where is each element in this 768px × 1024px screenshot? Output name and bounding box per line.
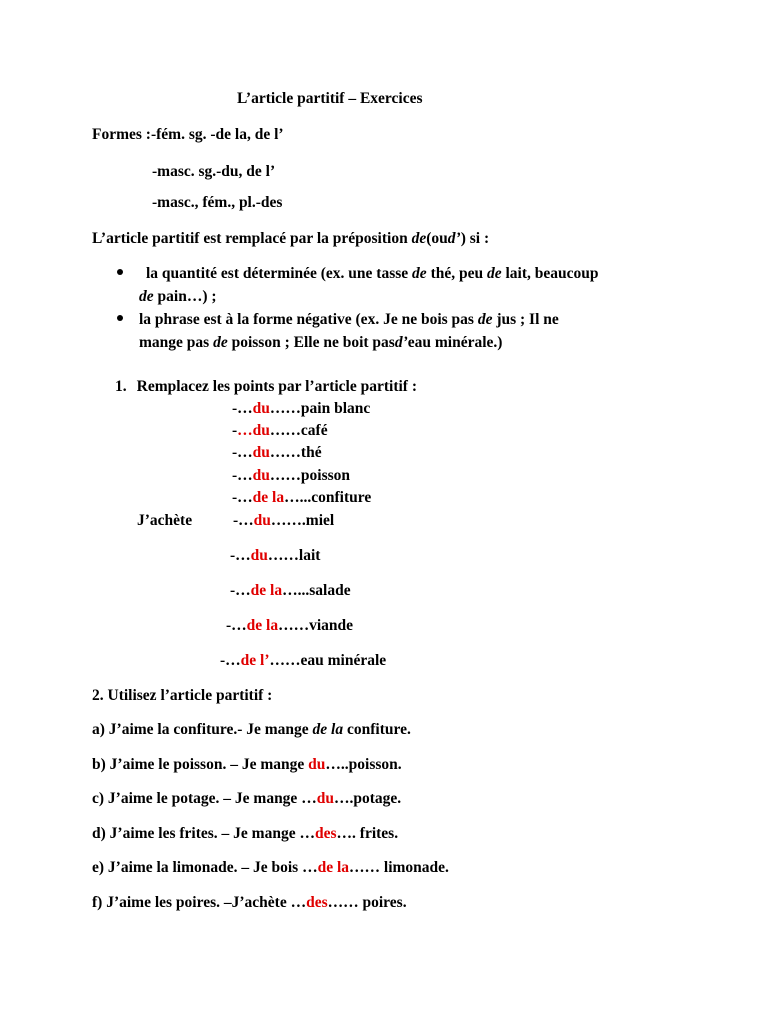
- de-word: de: [139, 288, 154, 305]
- bullet-text: la phrase est à la forme négative (ex. Je ne bois pas: [139, 311, 478, 328]
- exercise1-item: [226, 616, 353, 636]
- rule-text: (ou: [426, 230, 448, 247]
- answer-text: des: [306, 894, 328, 911]
- item-suffix: ……pain blanc: [269, 400, 371, 417]
- d-word: d’: [394, 334, 408, 351]
- exercise1-stem: J’achète: [137, 512, 193, 529]
- item-text: …..poisson.: [325, 756, 402, 773]
- item-text: f) J’aime les poires. –J’achète …: [92, 894, 307, 911]
- item-suffix: ……eau minérale: [269, 652, 387, 669]
- bullet-icon: [117, 315, 123, 321]
- item-prefix: -…: [230, 547, 251, 564]
- bullet-text: lait, beaucoup: [501, 265, 599, 282]
- exercise-instruction: Remplacez les points par l’article partitif :: [136, 378, 417, 395]
- item-text: d) J’aime les frites. – Je mange …: [92, 825, 315, 842]
- forms-item: -masc. sg.-du, de l’: [152, 163, 276, 180]
- item-prefix: -…: [220, 652, 241, 669]
- item-prefix: -…: [232, 467, 253, 484]
- exercise2-item: [92, 789, 401, 809]
- de-word: de: [213, 334, 228, 351]
- exercise1-heading: [115, 377, 417, 397]
- answer-text: du: [252, 444, 270, 461]
- bullet-text: mange pas: [139, 334, 214, 351]
- answer-text: de la: [317, 859, 350, 876]
- rule-bullet-1-cont: [139, 287, 217, 307]
- item-text: …. frites.: [336, 825, 399, 842]
- rule-bullet-2-cont: [139, 333, 502, 353]
- rule-statement: [92, 229, 489, 249]
- exercise2-item: [92, 824, 398, 844]
- answer-text: du: [308, 756, 326, 773]
- item-text: e) J’aime la limonade. – Je bois …: [92, 859, 318, 876]
- exercise1-item: [233, 511, 334, 531]
- item-prefix: -…: [226, 617, 247, 634]
- answer-text: de la: [312, 721, 344, 738]
- rule-d: d’: [447, 230, 461, 247]
- exercise1-item: [230, 581, 351, 601]
- answer-text: du: [250, 547, 268, 564]
- rule-bullet-2: [139, 310, 559, 330]
- exercise1-item: [232, 399, 370, 419]
- exercise-number: 1.: [115, 378, 127, 395]
- item-prefix: -…: [230, 582, 251, 599]
- exercise1-item: [220, 651, 386, 671]
- item-suffix: …...salade: [282, 582, 351, 599]
- exercise1-item: [230, 546, 320, 566]
- answer-text: du: [253, 512, 271, 529]
- item-text: b) J’aime le poisson. – Je mange: [92, 756, 309, 773]
- item-suffix: ……lait: [267, 547, 321, 564]
- item-prefix: -…: [232, 444, 253, 461]
- answer-text: des: [314, 825, 337, 842]
- forms-lead: Formes :: [92, 126, 151, 143]
- answer-text: de la: [246, 617, 279, 634]
- answer-text: du: [316, 790, 334, 807]
- rule-text: L’article partitif est remplacé par la préposition: [92, 230, 412, 247]
- item-prefix: -: [232, 422, 238, 439]
- item-suffix: ……viande: [278, 617, 354, 634]
- item-text: …… poires.: [327, 894, 407, 911]
- exercise1-item: [232, 421, 328, 441]
- bullet-text: pain…) ;: [153, 288, 217, 305]
- exercise1-item: [232, 488, 371, 508]
- item-text: …… limonade.: [349, 859, 449, 876]
- rule-text: ) si :: [460, 230, 490, 247]
- answer-text: de la: [250, 582, 283, 599]
- item-suffix: ……café: [269, 422, 328, 439]
- item-suffix: ……thé: [269, 444, 322, 461]
- exercise2-heading: 2. Utilisez l’article partitif :: [92, 687, 273, 704]
- item-text: confiture.: [343, 721, 411, 738]
- item-prefix: -…: [232, 489, 253, 506]
- item-text: ….potage.: [333, 790, 402, 807]
- exercise2-item: [92, 858, 449, 878]
- item-prefix: -…: [233, 512, 254, 529]
- de-word: de: [412, 265, 427, 282]
- item-suffix: …...confiture: [284, 489, 372, 506]
- exercise2-item: [92, 720, 411, 740]
- answer-text: de l’: [240, 652, 270, 669]
- exercise1-item: [232, 466, 350, 486]
- bullet-icon: [117, 269, 123, 275]
- item-suffix: ……poisson: [269, 467, 351, 484]
- de-word: de: [486, 265, 502, 282]
- rule-de: de: [411, 230, 427, 247]
- item-text: a) J’aime la confiture.- Je mange: [92, 721, 313, 738]
- forms-item: -masc., fém., pl.-des: [152, 194, 283, 211]
- item-text: c) J’aime le potage. – Je mange …: [92, 790, 317, 807]
- de-word: de: [477, 311, 493, 328]
- page-title: L’article partitif – Exercices: [237, 90, 423, 107]
- forms-row-1: [92, 125, 284, 145]
- bullet-text: la quantité est déterminée (ex. une tasse: [146, 265, 413, 282]
- forms-item: -fém. sg. -de la, de l’: [150, 126, 284, 143]
- answer-text: du: [252, 467, 270, 484]
- bullet-text: jus ; Il ne: [492, 311, 559, 328]
- answer-text: …du: [237, 422, 270, 439]
- answer-text: de la: [252, 489, 285, 506]
- rule-bullet-1: [146, 264, 599, 284]
- item-prefix: -…: [232, 400, 253, 417]
- bullet-text: eau minérale.): [407, 334, 503, 351]
- answer-text: du: [252, 400, 270, 417]
- exercise2-item: [92, 755, 402, 775]
- exercise2-item: [92, 893, 407, 913]
- bullet-text: poisson ; Elle ne boit pas: [227, 334, 395, 351]
- item-suffix: …….miel: [270, 512, 335, 529]
- exercise1-item: [232, 443, 322, 463]
- bullet-text: thé, peu: [426, 265, 487, 282]
